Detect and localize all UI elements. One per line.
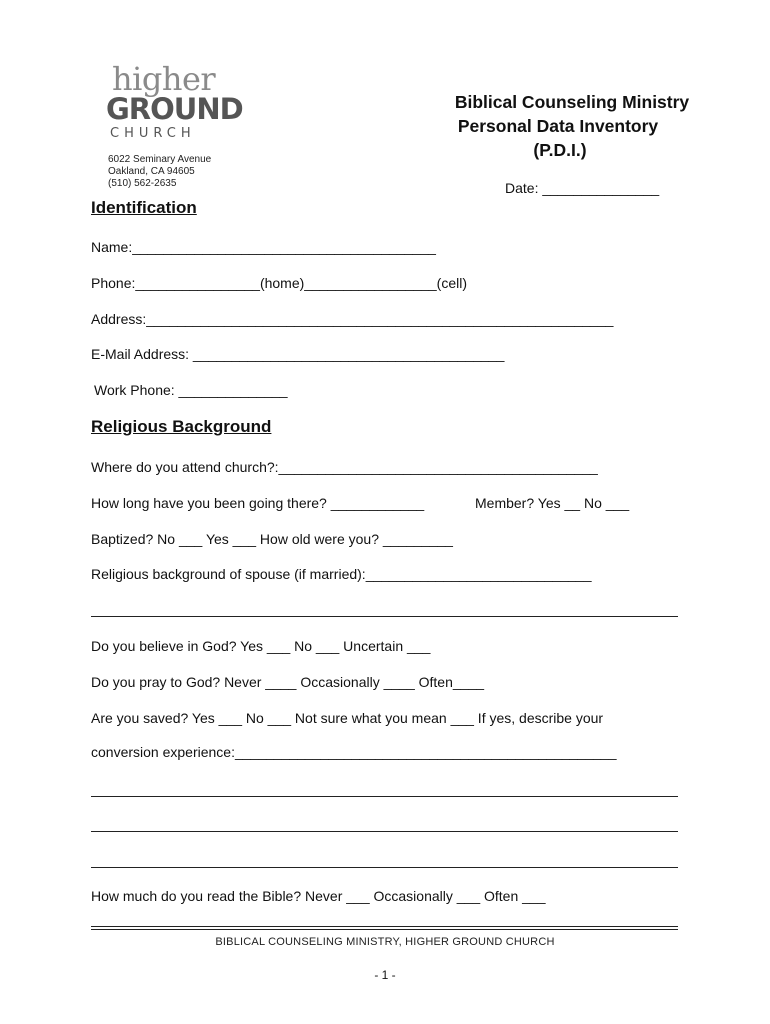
- blank-line-spouse[interactable]: [91, 616, 678, 617]
- church-street: 6022 Seminary Avenue: [108, 154, 212, 165]
- page-number: - 1 -: [374, 968, 396, 982]
- believe-in-god-field[interactable]: Do you believe in God? Yes ___ No ___ Uncertain ___: [91, 638, 431, 654]
- blank-line-conversion-1[interactable]: [91, 796, 678, 797]
- church-city: Oakland, CA 94605: [108, 166, 195, 177]
- blank-line-conversion-3[interactable]: [91, 867, 678, 868]
- member-field[interactable]: Member? Yes __ No ___: [475, 495, 630, 511]
- church-attend-field[interactable]: Where do you attend church?:_________________________________________: [91, 459, 598, 475]
- how-long-field[interactable]: How long have you been going there? ____________: [91, 495, 425, 511]
- name-field[interactable]: Name:_______________________________________: [91, 239, 436, 255]
- doc-title-line1: Biblical Counseling Ministry: [454, 92, 690, 112]
- footer-rule-bottom: [91, 929, 678, 930]
- footer-label: BIBLICAL COUNSELING MINISTRY, HIGHER GROUND CHURCH: [215, 936, 555, 948]
- pray-field[interactable]: Do you pray to God? Never ____ Occasionally ____ Often____: [91, 674, 485, 690]
- logo-text-higher: higher: [112, 60, 216, 98]
- phone-field[interactable]: Phone:________________(home)_________________(cell): [91, 275, 467, 291]
- church-logo: [92, 60, 245, 144]
- baptized-field[interactable]: Baptized? No ___ Yes ___ How old were you? _________: [91, 531, 453, 547]
- doc-title-line2: Personal Data Inventory: [457, 116, 659, 136]
- date-field[interactable]: Date: _______________: [505, 180, 660, 196]
- email-field[interactable]: E-Mail Address: ________________________________________: [91, 346, 505, 362]
- church-phone: (510) 562-2635: [108, 178, 177, 189]
- footer-text: [0, 936, 770, 948]
- doc-title-line3: (P.D.I.): [533, 140, 587, 160]
- work-phone-field[interactable]: Work Phone: ______________: [94, 382, 288, 398]
- logo-text-ground: GROUND: [106, 92, 243, 126]
- conversion-field[interactable]: conversion experience:_________________________________________________: [91, 744, 617, 760]
- footer-rule-top: [91, 926, 678, 927]
- spouse-background-field[interactable]: Religious background of spouse (if married):_____________________________: [91, 566, 592, 582]
- section-religious-background: Religious Background: [91, 417, 272, 436]
- section-identification: Identification: [91, 198, 197, 217]
- saved-field[interactable]: Are you saved? Yes ___ No ___ Not sure what you mean ___ If yes, describe your: [91, 710, 604, 726]
- logo-text-church: CHURCH: [110, 126, 196, 141]
- blank-line-conversion-2[interactable]: [91, 831, 678, 832]
- address-field[interactable]: Address:____________________________________________________________: [91, 311, 614, 327]
- bible-reading-field[interactable]: How much do you read the Bible? Never ___ Occasionally ___ Often ___: [91, 888, 546, 904]
